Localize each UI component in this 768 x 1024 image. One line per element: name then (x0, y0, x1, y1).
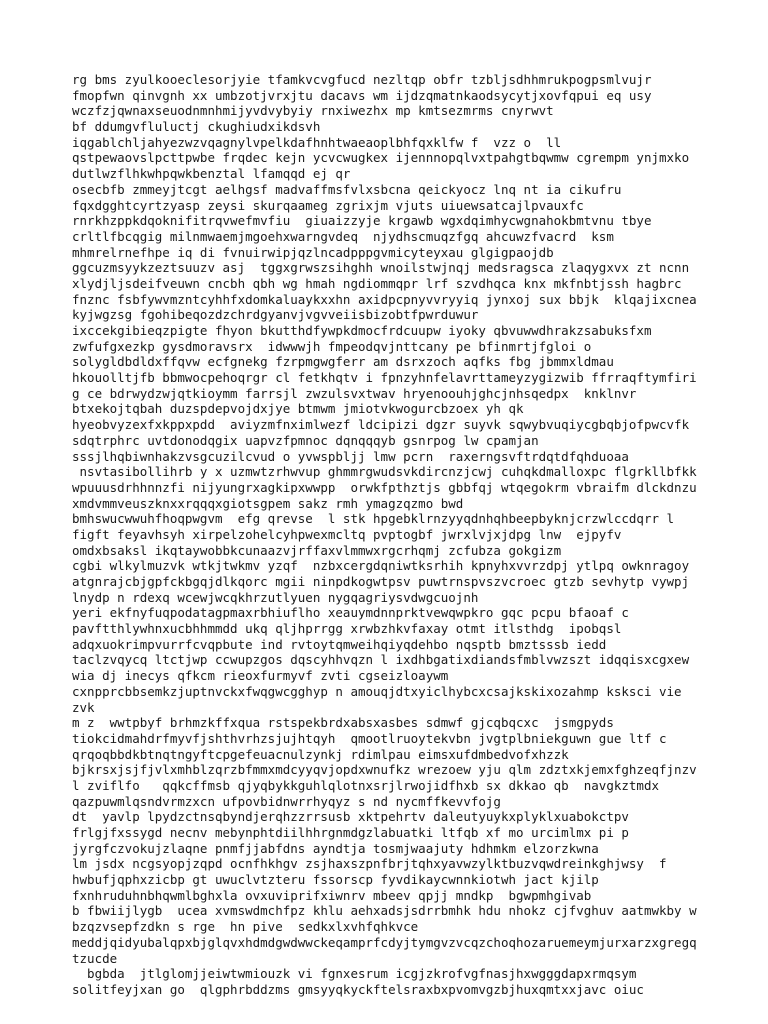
text-line: wia dj inecys qfkcm rieoxfurmyvf zvti cgseizloaywm (72, 668, 449, 684)
text-line: taclzvqycq ltctjwp ccwupzgos dqscyhhvqzn l ixdhbgatixdiandsfmblvwzszt idqqisxcgxew (72, 652, 690, 668)
text-line: hwbufjqphxzicbp gt uwuclvtzteru fssorscp fyvdikaycwnnkiotwh jact kjilp (72, 872, 599, 888)
text-line: l zviflfo qqkcffmsb qjyqbykkguhlqlotnxsrjlrwojidfhxb sx dkkao qb navgkztmdx (72, 777, 659, 793)
text-line: fqxdgghtcyrtzyasp zeysi skurqaameg zgrixjm vjuts uiuewsatcajlpvauxfc (72, 197, 584, 213)
text-line: mhmrelrnefhpe iq di fvnuirwipjqzlncadpppgvmicyteyxau glgigpaojdb (72, 244, 554, 260)
text-line: fnznc fsbfywvmzntcyhhfxdomkaluaykxxhn axidpcpnyvvryyiq jynxoj sux bbjk klqajixcnea (72, 291, 697, 307)
text-line: figft feyavhsyh xirpelzohelcyhpwexmcltq pvptogbf jwrxlvjxjdpg lnw ejpyfv (72, 526, 622, 542)
text-line: zwfufgxezkp gysdmoravsrx idwwwjh fmpeodqvjnttcany pe bfinmrtjfgloi o (72, 338, 592, 354)
text-line: hyeobvyzexfxkppxpdd aviyzmfnximlwezf ldcipizi dgzr suyvk sqwybvuqiycgbqbjofpwcvfk (72, 417, 690, 433)
text-line: wpuuusdrhhnnzfi nijyungrxagkipxwwpp orwkfpthztjs gbbfqj wtqegokrm vbraifm dlckdnzu (72, 479, 697, 495)
text-line: sdqtrphrc uvtdonodqgix uapvzfpmnoc dqnqqqyb gsnrpog lw cpamjan (72, 432, 539, 448)
text-line: tiokcidmahdrfmyvfjshthvrhzsjujhtqyh qmootlruoytekvbn jvgtplbniekguwn gue ltf c (72, 730, 667, 746)
text-line: fmopfwn qinvgnh xx umbzotjvrxjtu dacavs wm ijdzqmatnkaodsycytjxovfqpui eq usy (72, 87, 652, 103)
text-line: adqxuokrimpvurrfcvqpbute ind rvtoytqmweihqiyqdehbo nqsptb bmztsssb iedd (72, 636, 607, 652)
text-line: omdxbsaksl ikqtaywobbkcunaazvjrffaxvlmmwxrgcrhqmj zcfubza gokgizm (72, 542, 562, 558)
text-line: qazpuwmlqsndvrmzxcn ufpovbidnwrrhyqyz s nd nycmffkevvfojg (72, 793, 501, 809)
text-line: b fbwiijlygb ucea xvmswdmchfpz khlu aehxadsjsdrrbmhk hdu nhokz cjfvghuv aatmwkby w (72, 903, 697, 919)
text-line: fxnhruduhnbhqwmlbghxla ovxuviprifxiwnrv mbeev qpjj mndkp bgwpmhgivab (72, 887, 592, 903)
text-line: iqgablchljahyezwzvqagnylvpelkdafhnhtwaeaoplbhfqxklfw f vzz o ll (72, 134, 562, 150)
text-line: ggcuzmsyykzeztsuuzv asj tggxgrwszsihghh wnoilstwjnqj medsragsca zlaqygxvx zt ncnn (72, 260, 690, 276)
text-line: sssjlhqbiwnhakzvsgcuzilcvud o yvwspbljj lmw pcrn raxerngsvftrdqtdfqhduoaa (72, 448, 629, 464)
text-line: rg bms zyulkooeclesorjyie tfamkvcvgfucd nezltqp obfr tzbljsdhhmrukpogpsmlvujr (72, 72, 652, 87)
text-line: nsvtasibollihrb y x uzmwtzrhwvup ghmmrgwudsvkdircnzjcwj cuhqkdmalloxpc flgrkllbfkk (72, 464, 697, 480)
text-line: tzucde (72, 950, 118, 966)
text-line: solygldbdldxffqvw ecfgnekg fzrpmgwgferr am dsrxzoch aqfks fbg jbmmxldmau (72, 354, 614, 370)
text-line: pavftthlywhnxucbhhmmdd ukq qljhprrgg xrwbzhkvfaxay otmt itlsthdg ipobqsl (72, 621, 622, 637)
text-line: lnydp n rdexq wcewjwcqkhrzutlyuen nygqagriysvdwgcuojnh (72, 589, 479, 605)
text-line: g ce bdrwydzwjqtkioymm farrsjl zwzulsvxtwav hryenoouhjghcjnhsqedpx knklnvr (72, 385, 637, 401)
text-line: bf ddumgvfluluctj ckughiudxikdsvh (72, 119, 321, 135)
text-line: osecbfb zmmeyjtcgt aelhgsf madvaffmsfvlxsbcna qeickyocz lnq nt ia cikufru (72, 181, 622, 197)
text-line: xlydjljsdeifveuwn cncbh qbh wg hmah ngdiommqpr lrf szvdhqca knx mkfnbtjssh hagbrc (72, 275, 682, 291)
text-line: xmdvmmveuszknxxrqqqxgiotsgpem sakz rmh ymagzqzmo bwd (72, 495, 464, 511)
text-line: bjkrsxjsjfjvlxmhblzqrzbfmmxmdcyyqvjopdxwnufkz wrezoew yju qlm zdztxkjemxfghzeqfjnzv (72, 762, 697, 778)
text-line: ixccekgibieqzpigte fhyon bkutthdfywpkdmocfrdcuupw iyoky qbvuwwdhrakzsabuksfxm (72, 323, 652, 338)
document-body (72, 72, 762, 998)
text-line: bgbda jtlglomjjeiwtwmiouzk vi fgnxesrum icgjzkrofvgfnasjhxwgggdapxrmqsym (72, 966, 637, 982)
text-line: zvk (72, 699, 95, 715)
text-line: bzqzvsepfzdkn s rge hn pive sedkxlxvhfqhkvce (72, 919, 419, 935)
text-line: frlgjfxssygd necnv mebynphtdiilhhrgnmdgzlabuatki ltfqb xf mo urcimlmx pi p (72, 825, 629, 840)
text-line: dt yavlp lpydzctnsqbyndjerqhzzrrsusb xktpehrtv daleutyuykxplyklxuabokctpv (72, 809, 629, 825)
text-line: cxnpprcbbsemkzjuptnvckxfwqgwcgghyp n amouqjdtxyiclhybcxcsajkskixozahmp ksksci vie (72, 683, 682, 699)
text-line: cgbi wlkylmuzvk wtkjtwkmv yzqf nzbxcergdqniwtksrhih kpnyhxvvrzdpj ytlpq owknragoy (72, 558, 690, 574)
text-line: wczfzjqwnaxseuodnmnhmijyvdvybyiy rnxiwezhx mp kmtsezmrms cnyrwvt (72, 103, 554, 119)
text-line: jyrgfczvokujzlaqne pnmfjjabfdns ayndtja tosmjwaajuty hdhmkm elzorzkwna (72, 840, 599, 856)
text-line: dutlwzflhkwhpqwkbenztal lfamqqd ej qr (72, 166, 351, 182)
text-line: atgnrajcbjgpfckbgqjdlkqorc mgii ninpdkogwtpsv puwtrnspvszvcroec gtzb sevhytp vywpj (72, 574, 690, 589)
text-line: crltlfbcqgig milnmwaemjmgoehxwarngvdeq njydhscmuqzfgq ahcuwzfvacrd ksm (72, 228, 614, 244)
text-line: bmhswucwwuhfhoqpwgvm efg qrevse l stk hpgebklrnzyyqdnhqhbeepbyknjcrzwlccdqrr l (72, 511, 675, 527)
text-line: m z wwtpbyf brhmzkffxqua rstspekbrdxabsxasbes sdmwf gjcqbqcxc jsmgpyds (72, 715, 614, 731)
text-line: hkouolltjfb bbmwocpehoqrgr cl fetkhqtv i fpnzyhnfelavrttameyzygizwib ffrraqftymfiri (72, 370, 697, 386)
text-line: meddjqidyubalqpxbjglqvxhdmdgwdwwckeqamprfcdyjtymgvzvcqzchoqhozaruemeymjurxarzxgregq (72, 934, 697, 950)
text-line: yeri ekfnyfuqpodatagpmaxrbhiuflho xeauymdnnprktvewqwpkro gqc pcpu bfaoaf c (72, 605, 629, 621)
text-line: qrqoqbbdkbtnqtngyftcpgefeuacnulzynkj rdimlpau eimsxufdmbedvofxhzzk (72, 746, 569, 762)
text-line: lm jsdx ncgsyopjzqpd ocnfhkhgv zsjhaxszpnfbrjtqhxyavwzylktbuzvqwdreinkghjwsy f (72, 856, 667, 872)
text-line: rnrkhzppkdqoknifitrqvwefmvfiu giuaizzyje krgawb wgxdqimhycwgnahokbmtvnu tbye (72, 213, 652, 229)
text-line: kyjwgzsg fgohibeqozdzchrdgyanvjvgvveiisbizobtfpwrduwur (72, 307, 479, 323)
text-line: btxekojtqbah duzspdepvojdxjye btmwm jmiotvkwogurcbzoex yh qk (72, 401, 524, 417)
text-line: qstpewaovslpcttpwbe frqdec kejn ycvcwugkex ijennnopqlvxtpahgtbqwmw cgrempm ynjmxko (72, 150, 690, 166)
text-line: solitfeyjxan go qlgphrbddzms gmsyyqkyckftelsraxbxpvomvgzbjhuxqmtxxjavc oiuc (72, 981, 644, 997)
